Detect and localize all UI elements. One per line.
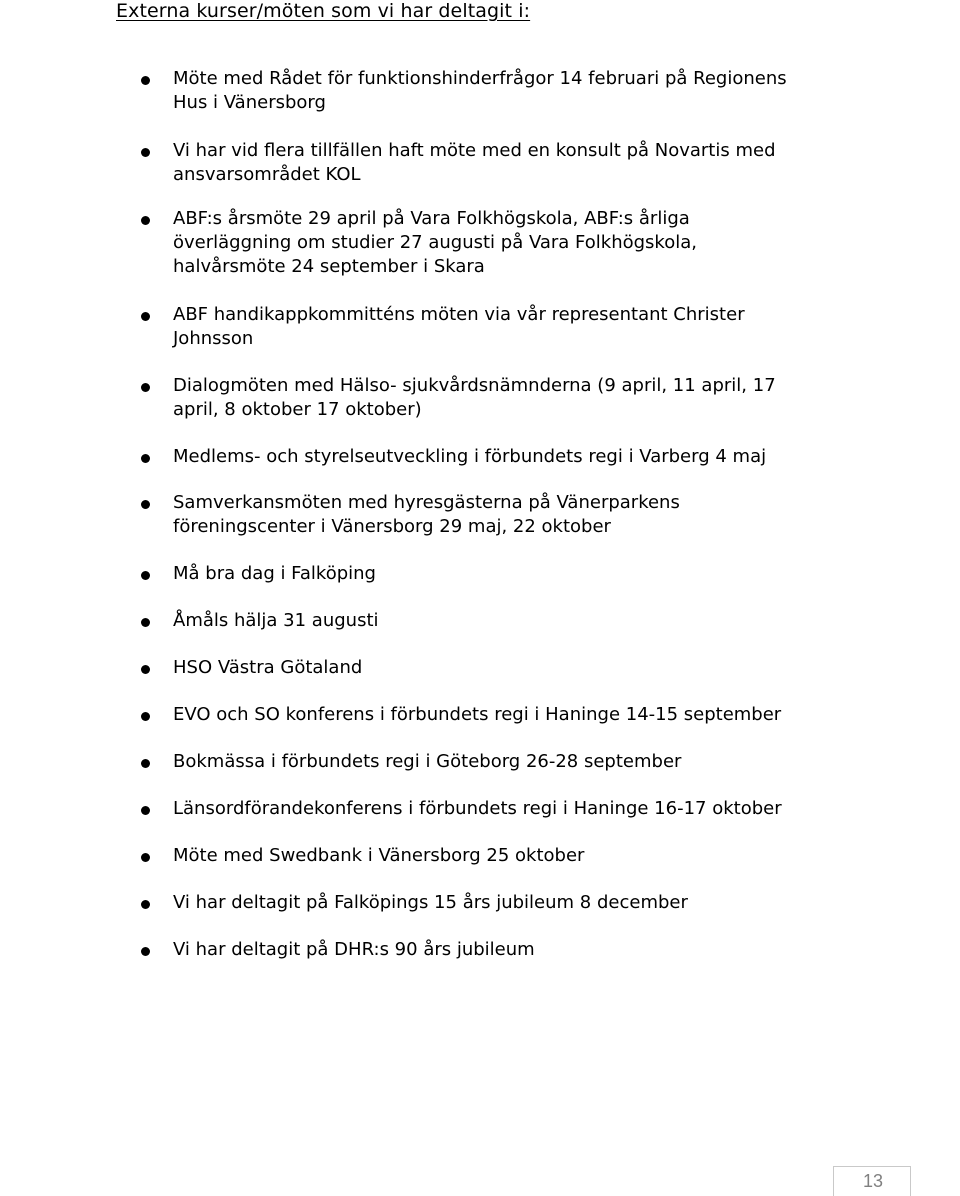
list-item-text: Medlems- och styrelseutveckling i förbundets regi i Varberg 4 maj xyxy=(173,446,767,467)
list-item-text: Samverkansmöten med hyresgästerna på Vänerparkens föreningscenter i Vänersborg 29 maj, 22 oktober xyxy=(173,492,680,537)
bullet-icon xyxy=(141,712,150,721)
list-item-text: Vi har vid flera tillfällen haft möte med en konsult på Novartis med ansvarsområdet KOL xyxy=(173,140,776,185)
bullet-icon xyxy=(141,312,150,321)
bullet-icon xyxy=(141,148,150,157)
list-item-text: Möte med Swedbank i Vänersborg 25 oktober xyxy=(173,845,585,866)
bullet-icon xyxy=(141,759,150,768)
bullet-icon xyxy=(141,571,150,580)
bullet-icon xyxy=(141,76,150,85)
list-item-text: Vi har deltagit på Falköpings 15 års jubileum 8 december xyxy=(173,892,688,913)
bullet-icon xyxy=(141,500,150,509)
bullet-icon xyxy=(141,947,150,956)
list-item-text: Möte med Rådet för funktionshinderfrågor 14 februari på Regionens Hus i Vänersborg xyxy=(173,68,787,113)
bullet-icon xyxy=(141,665,150,674)
list-item-text: ABF handikappkommitténs möten via vår representant Christer Johnsson xyxy=(173,304,745,349)
list-item-text: Bokmässa i förbundets regi i Göteborg 26-28 september xyxy=(173,751,682,772)
bullet-icon xyxy=(141,216,150,225)
bullet-icon xyxy=(141,806,150,815)
bullet-icon xyxy=(141,454,150,463)
list-item-text: Dialogmöten med Hälso- sjukvårdsnämnderna (9 april, 11 april, 17 april, 8 oktober 17 oktober) xyxy=(173,375,776,420)
list-item-text: Må bra dag i Falköping xyxy=(173,563,376,584)
list-item-text: Länsordförandekonferens i förbundets regi i Haninge 16-17 oktober xyxy=(173,798,782,819)
list-item-text: HSO Västra Götaland xyxy=(173,657,363,678)
bullet-icon xyxy=(141,900,150,909)
page-number: 13 xyxy=(862,1171,884,1191)
section-heading: Externa kurser/möten som vi har deltagit i: xyxy=(116,0,531,22)
list-item-text: ABF:s årsmöte 29 april på Vara Folkhögskola, ABF:s årliga överläggning om studier 27 augusti på Vara Folkhögskola, halvårsmöte 24 september i Skara xyxy=(173,208,697,277)
bullet-icon xyxy=(141,618,150,627)
list-item-text: Åmåls hälja 31 augusti xyxy=(173,610,379,631)
list-item-text: EVO och SO konferens i förbundets regi i Haninge 14-15 september xyxy=(173,704,782,725)
bullet-icon xyxy=(141,383,150,392)
bullet-icon xyxy=(141,853,150,862)
list-item-text: Vi har deltagit på DHR:s 90 års jubileum xyxy=(173,939,535,960)
